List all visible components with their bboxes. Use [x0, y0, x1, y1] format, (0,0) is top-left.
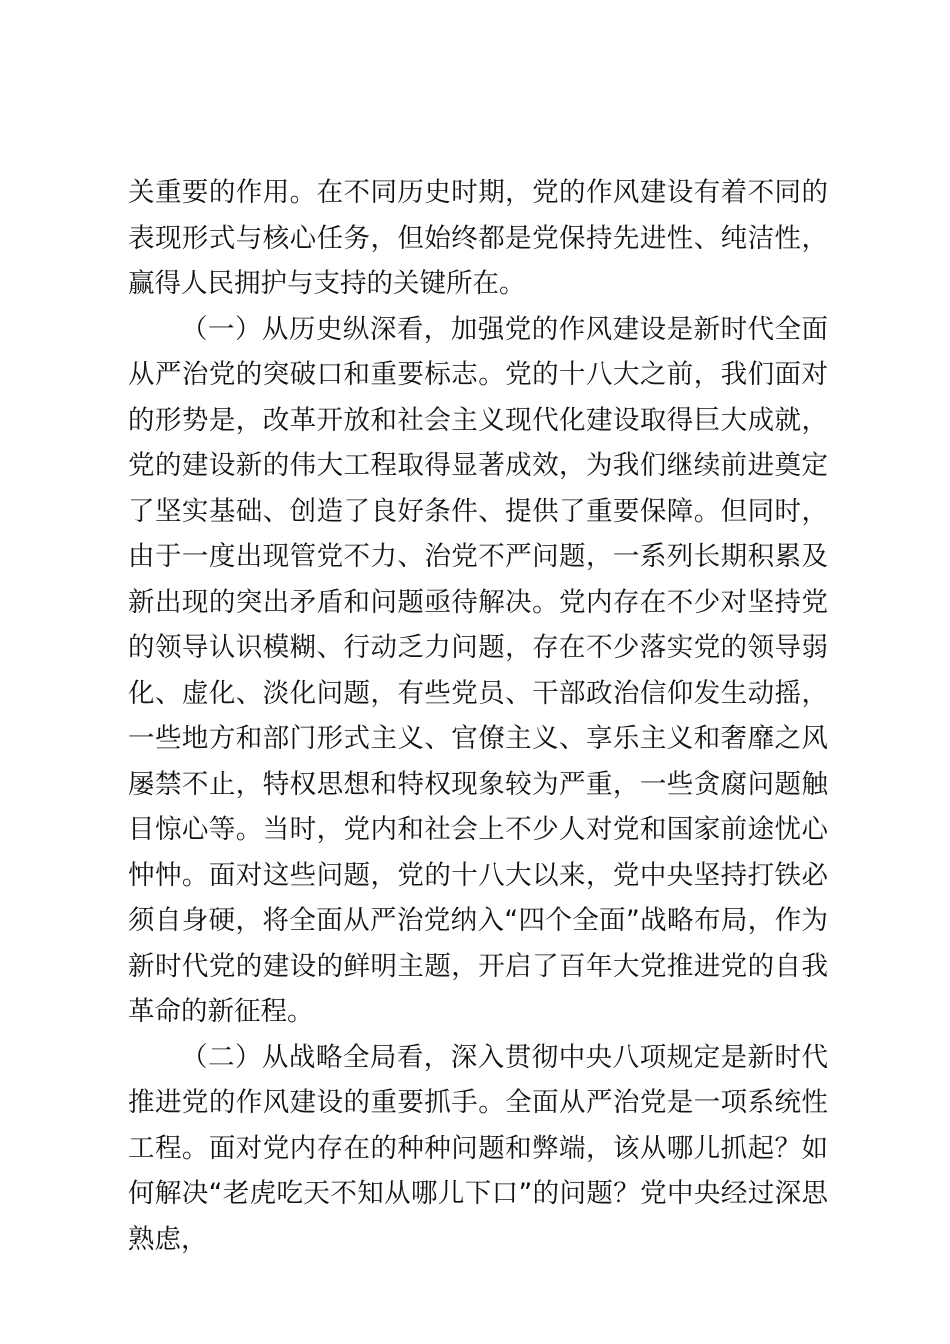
body-text [128, 170, 828, 1262]
paragraph-continued: 关重要的作用。在不同历史时期，党的作风建设有着不同的表现形式与核心任务，但始终都是党保持先进性、纯洁性，赢得人民拥护与支持的关键所在。 [128, 177, 828, 299]
paragraph-section-one: （一）从历史纵深看，加强党的作风建设是新时代全面从严治党的突破口和重要标志。党的十八大之前，我们面对的形势是，改革开放和社会主义现代化建设取得巨大成就，党的建设新的伟大工程取得显著成效，为我们继续前进奠定了坚实基础、创造了良好条件、提供了重要保障。但同时，由于一度出现管党不力、治党不严问题，一系列长期积累及新出现的突出矛盾和问题亟待解决。党内存在不少对坚持党的领导认识模糊、行动乏力问题，存在不少落实党的领导弱化、虚化、淡化问题，有些党员、干部政治信仰发生动摇，一些地方和部门形式主义、官僚主义、享乐主义和奢靡之风屡禁不止，特权思想和特权现象较为严重，一些贪腐问题触目惊心等。当时，党内和社会上不少人对党和国家前途忧心忡忡。面对这些问题，党的十八大以来，党中央坚持打铁必须自身硬，将全面从严治党纳入“四个全面”战略布局，作为新时代党的建设的鲜明主题，开启了百年大党推进党的自我革命的新征程。 [128, 313, 828, 1027]
paragraph-section-two: （二）从战略全局看，深入贯彻中央八项规定是新时代推进党的作风建设的重要抓手。全面从严治党是一项系统性工程。面对党内存在的种种问题和弊端，该从哪儿抓起？如何解决“老虎吃天不知从哪儿下口”的问题？党中央经过深思熟虑， [128, 1041, 828, 1255]
